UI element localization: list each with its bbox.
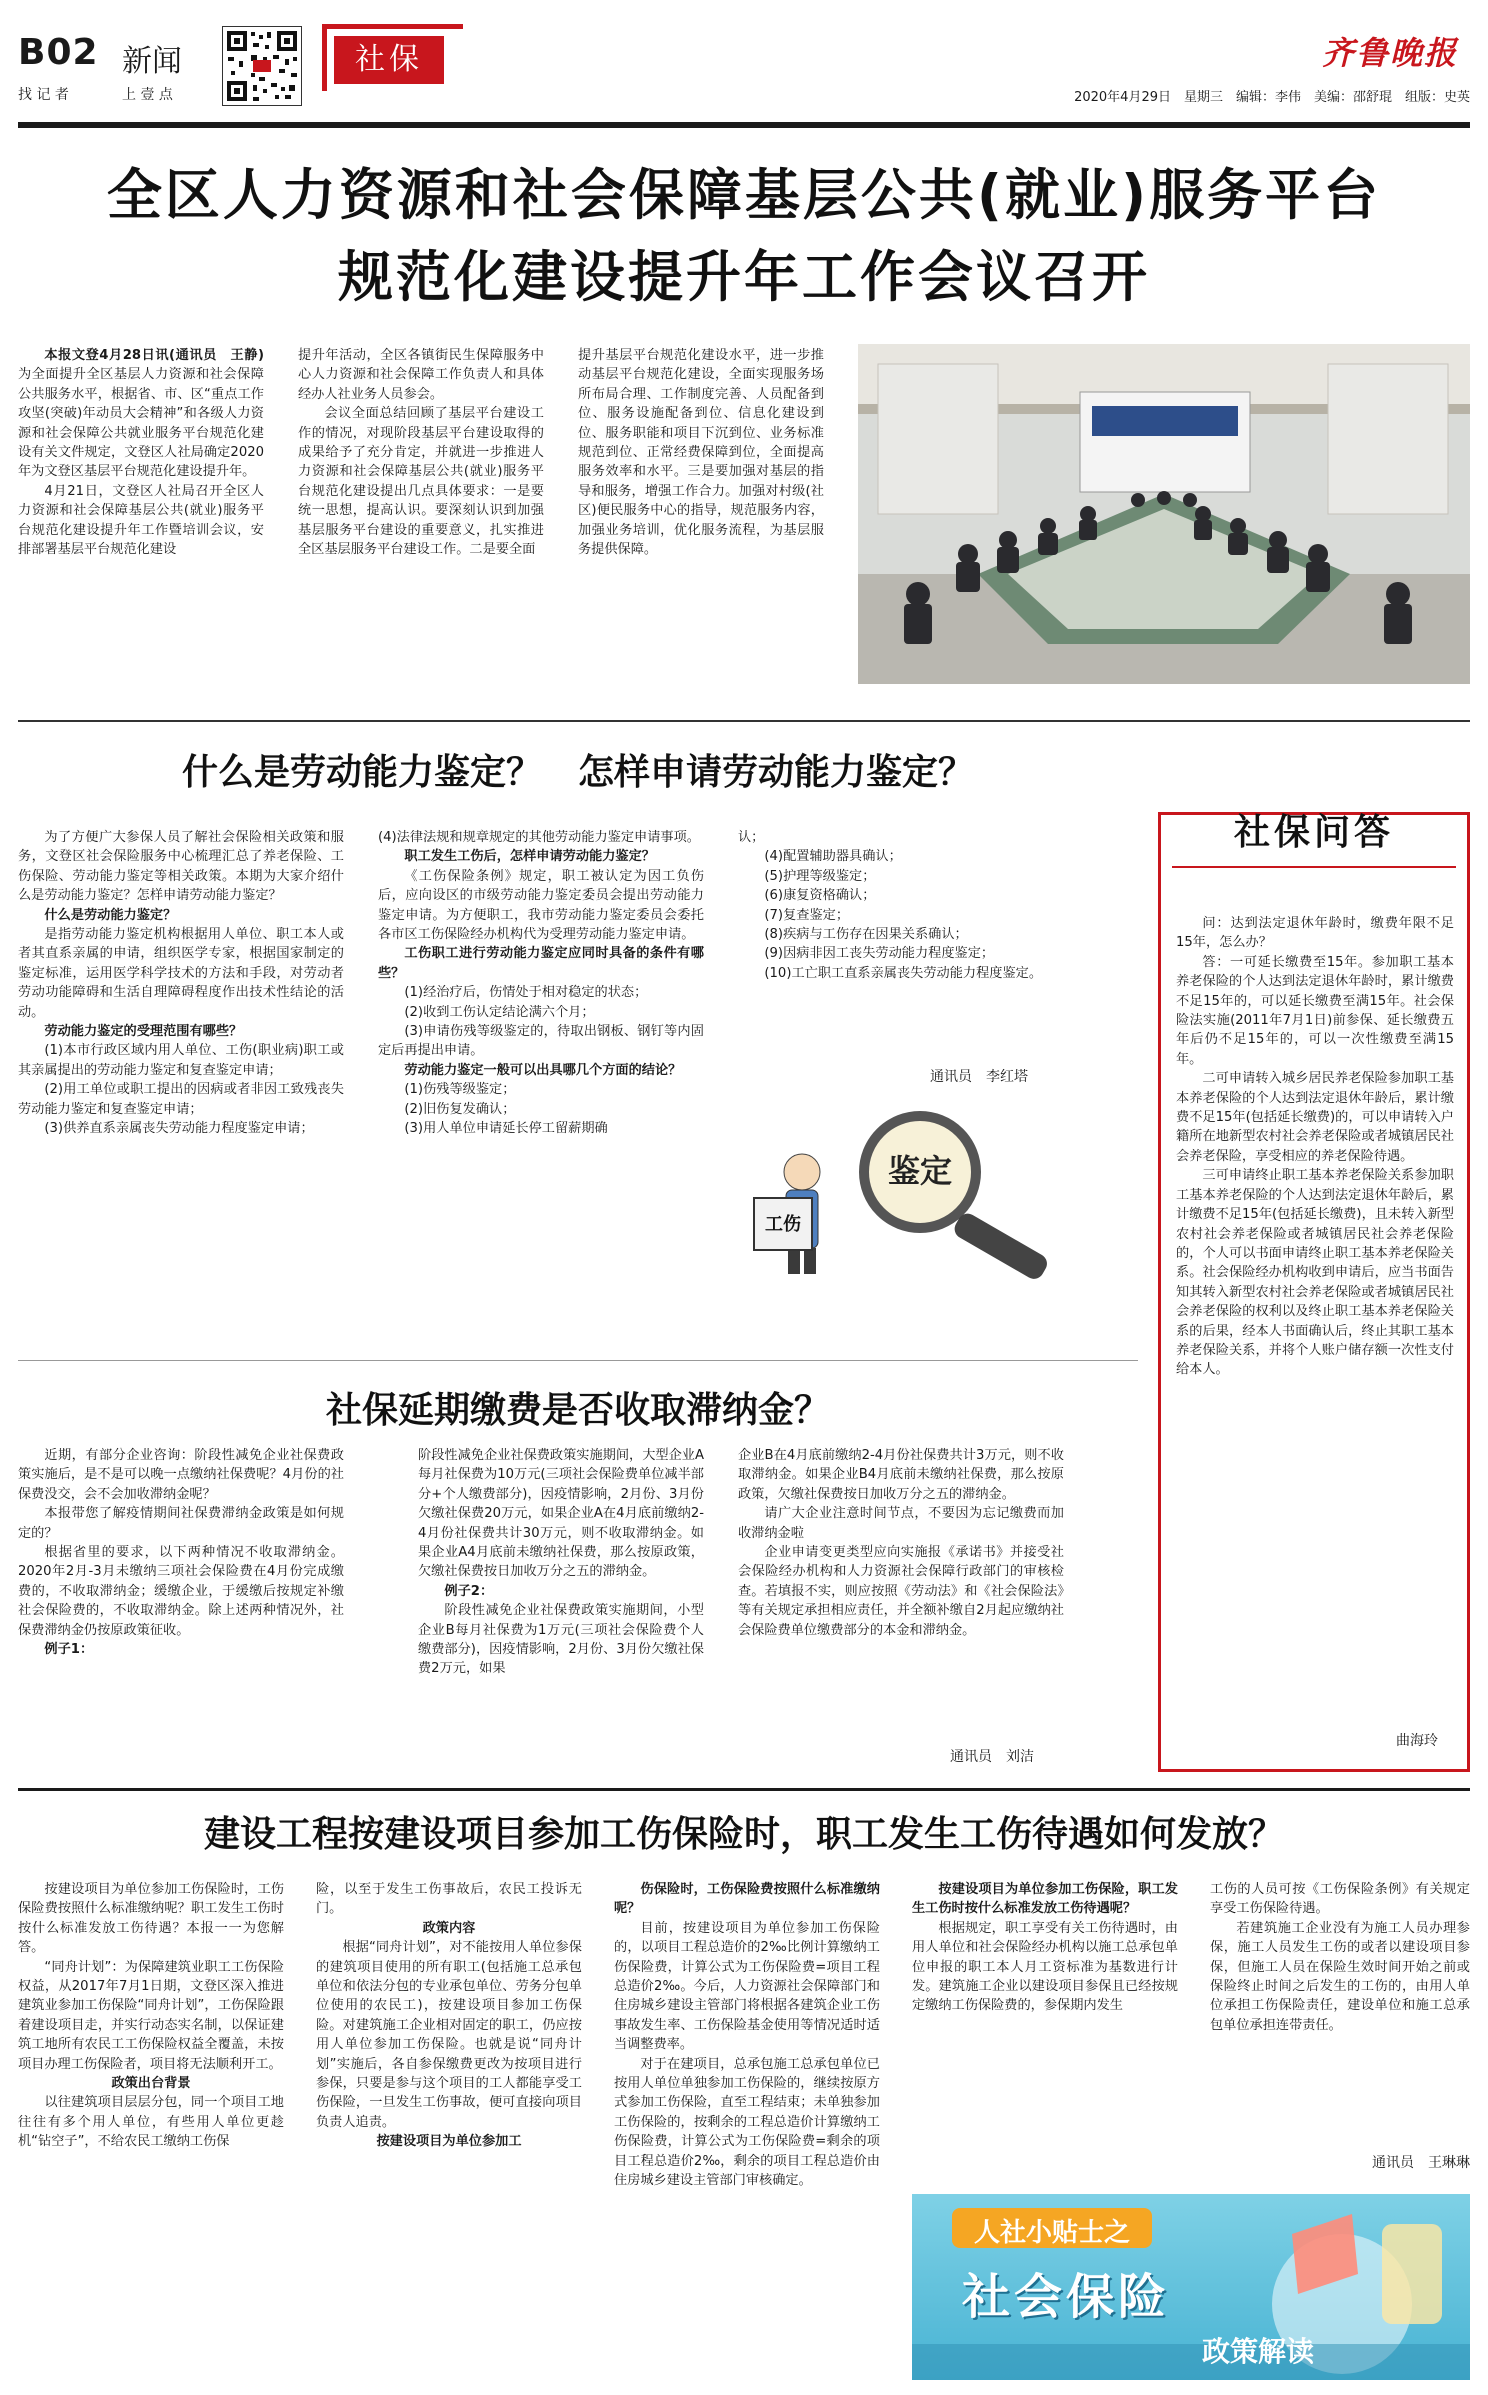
qa-box-title-rule	[1172, 866, 1456, 868]
qa-box-byline: 曲海玲	[1396, 1733, 1438, 1749]
paragraph: 例子2：	[444, 1583, 494, 1599]
article3-bottom-rule	[18, 1788, 1470, 1791]
paragraph: (9)因病非因工丧失劳动能力程度鉴定；	[764, 946, 995, 962]
article1-title-line2: 规范化建设提升年工作会议召开	[337, 245, 1150, 309]
paragraph: (5)护理等级鉴定；	[764, 868, 876, 884]
article4-title: 建设工程按建设项目参加工伤保险时，职工发生工伤待遇如何发放？	[203, 1814, 1284, 1855]
paragraph: 《工伤保险条例》规定，职工被认定为因工负伤后，应向设区的市级劳动能力鉴定委员会提出劳动能力鉴定申请。为方便职工，我市劳动能力鉴定委员会委托各市区工伤保险经办机构代为受理劳动能力鉴定申请。	[378, 868, 704, 943]
slogan-left: 找 记 者	[18, 87, 69, 103]
banner-line-2: 社会保险	[962, 2269, 1171, 2325]
paragraph: 职工发生工伤后，怎样申请劳动能力鉴定？	[404, 849, 655, 865]
article2-column-1	[18, 828, 344, 1348]
paragraph: 什么是劳动能力鉴定？	[44, 907, 177, 923]
article4-column-2	[316, 1880, 582, 2380]
paragraph: (2)收到工伤认定结论满六个月；	[404, 1004, 595, 1020]
paragraph: (4)法律法规和规章规定的其他劳动能力鉴定申请事项。	[378, 830, 700, 845]
article1-col1-text-2: 4月21日，文登区人社局召开全区人力资源和社会保障基层公共(就业)服务平台规范化建设提升年工作暨培训会议，安排部署基层平台规范化建设	[18, 483, 264, 558]
slogan-right: 上 壹 点	[122, 87, 173, 103]
paragraph: 为了方便广大参保人员了解社会保险相关政策和服务，文登区社会保险服务中心梳理汇总了养老保险、工伤保险、劳动能力鉴定等相关政策。本期为大家介绍什么是劳动能力鉴定？怎样申请劳动能力鉴定？	[18, 830, 344, 904]
paragraph: 工伤的人员可按《工伤保险条例》有关规定享受工伤保险待遇。	[1210, 1882, 1470, 1917]
article2-byline: 通讯员 李红塔	[930, 1069, 1028, 1085]
article1-col1-text: 为全面提升全区基层人力资源和社会保障公共服务水平，根据省、市、区“重点工作攻坚(突破)年动员大会精神”和各级人力资源和社会保障公共就业服务平台规范化建设有关文件规定，文登区人社局确定2020年为文登区基层平台规范化建设提升年。	[18, 367, 264, 480]
paragraph: (3)供养直系亲属丧失劳动能力程度鉴定申请；	[44, 1121, 314, 1137]
paragraph: 阶段性减免企业社保费政策实施期间，大型企业A每月社保费为10万元(三项社会保险费单位减半部分+个人缴费部分)，因疫情影响，2月份、3月份欠缴社保费20万元，如果企业A在4月底前缴纳2-4月份社保费共计30万元，则不收取滞纳金。如果企业A4月底前未缴纳社保费，那么按原政策，欠缴社保费按日加收万分之五的滞纳金。	[418, 1448, 704, 1580]
paragraph: 对于在建项目，总承包施工总承包单位已按用人单位单独参加工伤保险的，继续按原方式参加工伤保险，直至工程结束；未单独参加工伤保险的，按剩余的工程总造价计算缴纳工伤保险费，计算公式为工伤保险费=剩余的项目工程总造价2‰，剩余的项目工程总造价由住房城乡建设主管部门审核确定。	[614, 2056, 880, 2189]
paragraph: (1)本市行政区域内用人单位、工伤(职业病)职工或其亲属提出的劳动能力鉴定和复查鉴定申请；	[18, 1043, 344, 1078]
article4-column-3	[614, 1880, 880, 2380]
paragraph: 若建筑施工企业没有为施工人员办理参保，施工人员发生工伤的或者以建设项目参保，但施工人员在保险生效时间开始之前或保险终止时间之后发生的工伤的，由用人单位承担工伤保险责任，建设单位和施工总承包单位承担连带责任。	[1210, 1920, 1470, 2033]
header-rule	[18, 122, 1470, 128]
paragraph: (3)申请伤残等级鉴定的，待取出钢板、钢钉等内固定后再提出申请。	[378, 1024, 704, 1059]
article3-column-3	[738, 1446, 1064, 1736]
illus-label-appraisal: 鉴定	[887, 1152, 953, 1190]
paragraph: 目前，按建设项目为单位参加工伤保险的，以项目工程总造价的2‰比例计算缴纳工伤保险费，计算公式为工伤保险费=项目工程总造价2‰。今后，人力资源社会保障部门和住房城乡建设主管部门将根据各建筑企业工伤事故发生率、工伤保险基金使用等情况适时适当调整费率。	[614, 1920, 880, 2053]
paragraph: (1)经治疗后，伤情处于相对稳定的状态；	[404, 985, 648, 1001]
article1-column-2	[298, 346, 544, 696]
article3-column-2	[418, 1446, 704, 1766]
article3-column-1	[18, 1446, 344, 1766]
qr-code-icon[interactable]	[222, 26, 302, 106]
paragraph: 近期，有部分企业咨询：阶段性减免企业社保费政策实施后，是不是可以晚一点缴纳社保费呢？4月份的社保费没交，会不会加收滞纳金呢？	[18, 1448, 344, 1502]
article2-column-2	[378, 828, 704, 1348]
paragraph: 险，以至于发生工伤事故后，农民工投诉无门。	[316, 1882, 582, 1917]
article3-top-rule	[18, 1360, 1138, 1361]
qa-box-title: 社保问答	[1233, 812, 1394, 853]
paragraph: 认；	[738, 830, 765, 845]
paragraph: 企业B在4月底前缴纳2-4月份社保费共计3万元，则不收取滞纳金。如果企业B4月底前未缴纳社保费，那么按原政策，欠缴社保费按日加收万分之五的滞纳金。	[738, 1448, 1064, 1502]
paragraph: (1)伤残等级鉴定；	[404, 1082, 516, 1098]
paragraph: 根据“同舟计划”，对不能按用人单位参保的建筑项目使用的所有职工(包括施工总承包单位和依法分包的专业承包单位、劳务分包单位使用的农民工)，按建设项目参加工伤保险。对建筑施工企业相对固定的职工，仍应按用人单位参加工伤保险。也就是说“同舟计划”实施后，各自参保缴费更改为按项目进行参保，只要是参与这个项目的工人都能享受工伤保险，一旦发生工伤事故，便可直接向项目负责人追责。	[316, 1940, 582, 2130]
paragraph: 工伤职工进行劳动能力鉴定应同时具备的条件有哪些？	[378, 946, 704, 981]
paragraph: 按建设项目为单位参加工伤保险时，工伤保险费按照什么标准缴纳呢？职工发生工伤时按什么标准发放工伤待遇？本报一一为您解答。	[18, 1882, 284, 1956]
paragraph: “同舟计划”：为保障建筑业职工工伤保险权益，从2017年7月1日期，文登区深入推进建筑业参加工伤保险“同舟计划”，工伤保险跟着建设项目走，并实行动态实名制，以保证建筑工地所有农民工工伤保险权益全覆盖，未按项目办理工伤保险者，项目将无法顺利开工。	[18, 1959, 284, 2072]
banner-line-3: 政策解读	[1202, 2335, 1315, 2368]
article1-col3-text: 提升基层平台规范化建设水平，进一步推动基层平台规范化建设，全面实现服务场所布局合理、工作制度完善、人员配备到位、服务设施配备到位、信息化建设到位、服务职能和项目下沉到位、业务标准规范到位、正常经费保障到位，全面提高服务效率和水平。三是要加强对基层的指导和服务，增强工作合力。加强对村级(社区)便民服务中心的指导，规范服务内容，加强业务培训，优化服务流程，为基层服务提供保障。	[578, 348, 824, 558]
paragraph: 本报带您了解疫情期间社保费滞纳金政策是如何规定的？	[18, 1506, 344, 1541]
date-line: 2020年4月29日 星期三 编辑：李伟 美编：邵舒琨 组版：史英	[1074, 90, 1470, 105]
policy-tips-banner	[912, 2194, 1470, 2380]
paragraph: 企业申请变更类型应向实施报《承诺书》并接受社会保险经办机构和人力资源社会保障行政部门的审核检查。若填报不实，则应按照《劳动法》和《社会保险法》等有关规定承担相应责任，并全额补缴自2月起应缴纳社会保险费单位缴费部分的本金和滞纳金。	[738, 1545, 1064, 1638]
paragraph: 阶段性减免企业社保费政策实施期间，小型企业B每月社保费为1万元(三项社会保险费个人缴费部分)，因疫情影响，2月份、3月份欠缴社保费2万元，如果	[418, 1603, 704, 1677]
paragraph: 根据规定，职工享受有关工伤待遇时，由用人单位和社会保险经办机构以施工总承包单位申报的职工本人月工资标准为基数进行计发。建筑施工企业以建设项目参保且已经按规定缴纳工伤保险费的，参保期内发生	[912, 1920, 1178, 2014]
banner-line-1: 人社小贴士之	[973, 2218, 1130, 2248]
paragraph: 政策出台背景	[111, 2076, 191, 2092]
article1-column-1	[18, 346, 264, 696]
illus-label-injury: 工伤	[765, 1214, 801, 1235]
paragraph: 按建设项目为单位参加工	[376, 2134, 522, 2150]
article4-column-1	[18, 1880, 284, 2380]
article1-col2-text: 提升年活动，全区各镇街民生保障服务中心人力资源和社会保障工作负责人和具体经办人社业务人员参会。	[298, 348, 544, 402]
paragraph: (6)康复资格确认；	[764, 888, 876, 904]
paragraph: 二可申请转入城乡居民养老保险参加职工基本养老保险的个人达到法定退休年龄后，累计缴费不足15年(包括延长缴费)的，可以申请转入户籍所在地新型农村社会养老保险或者城镇居民社会养老保险，享受相应的养老保险待遇。	[1176, 1071, 1454, 1164]
article4-column-5	[1210, 1880, 1470, 2090]
article3-byline: 通讯员 刘洁	[950, 1749, 1034, 1765]
article1-dateline: 本报文登4月28日讯(通讯员 王静)	[44, 348, 264, 363]
paragraph: 劳动能力鉴定一般可以出具哪几个方面的结论？	[404, 1062, 682, 1078]
paragraph: (3)用人单位申请延长停工留薪期确	[404, 1121, 608, 1137]
paragraph: 伤保险时，工伤保险费按照什么标准缴纳呢？	[614, 1882, 880, 1917]
paragraph: 劳动能力鉴定的受理范围有哪些？	[44, 1024, 243, 1040]
article4-column-4	[912, 1880, 1178, 2190]
article3-title: 社保延期缴费是否收取滞纳金？	[325, 1390, 830, 1431]
article4-byline: 通讯员 王琳琳	[1372, 2155, 1470, 2171]
paragraph: 是指劳动能力鉴定机构根据用人单位、职工本人或者其直系亲属的申请，组织医学专家，根据国家制定的鉴定标准，运用医学科学技术的方法和手段，对劳动者劳动功能障碍和生活自理障碍程度作出技术性结论的活动。	[18, 927, 344, 1020]
paragraph: 政策内容	[422, 1920, 476, 1936]
paragraph: 请广大企业注意时间节点，不要因为忘记缴费而加收滞纳金啦	[738, 1506, 1064, 1541]
article1-bottom-rule	[18, 720, 1470, 722]
newspaper-logo: 齐鲁晚报	[1322, 34, 1459, 72]
page-number: B02	[18, 32, 99, 73]
paragraph: 答：一可延长缴费至15年。参加职工基本养老保险的个人达到法定退休年龄时，累计缴费不足15年的，可以延长缴费至满15年。社会保险法实施(2011年7月1日)前参保、延长缴费五年后仍不足15年的，可以一次性缴费至满15年。	[1176, 954, 1454, 1067]
section-tag: 社保	[334, 36, 444, 84]
section-name: 新闻	[122, 44, 182, 79]
article1-column-3	[578, 346, 824, 696]
paragraph: 按建设项目为单位参加工伤保险，职工发生工伤时按什么标准发放工伤待遇呢？	[912, 1882, 1178, 1917]
paragraph: 以往建筑项目层层分包，同一个项目工地往往有多个用人单位，有些用人单位更趁机“钻空子”，不给农民工缴纳工伤保	[18, 2095, 284, 2150]
paragraph: 问：达到法定退休年龄时，缴费年限不足15年，怎么办？	[1176, 916, 1454, 951]
article1-col2-text-2: 会议全面总结回顾了基层平台建设工作的情况，对现阶段基层平台建设取得的成果给予了充分肯定，并就进一步推进人力资源和社会保障基层公共(就业)服务平台规范化建设提出几点具体要求：一是要统一思想，提高认识。要深刻认识到加强基层服务平台建设的重要意义，扎实推进全区基层服务平台建设工作。二是要全面	[298, 406, 544, 558]
article2-column-3	[738, 828, 1078, 1068]
article2-title: 什么是劳动能力鉴定？ 怎样申请劳动能力鉴定？	[181, 752, 974, 793]
paragraph: (4)配置辅助器具确认；	[764, 849, 902, 865]
paragraph: 三可申请终止职工基本养老保险关系参加职工基本养老保险的个人达到法定退休年龄后，累计缴费不足15年(包括延长缴费)，且未转入新型农村社会养老保险或者城镇居民社会养老保险的，个人可以书面申请终止职工基本养老保险关系。社会保险经办机构收到申请后，应当书面告知其转入新型农村社会养老保险或者城镇居民社会养老保险的权利以及终止职工基本养老保险关系的后果，经本人书面确认后，终止其职工基本养老保险关系，并将个人账户储存额一次性支付给本人。	[1176, 1168, 1454, 1378]
paragraph: (2)用工单位或职工提出的因病或者非因工致残丧失劳动能力鉴定和复查鉴定申请；	[18, 1082, 344, 1117]
paragraph: (2)旧伤复发确认；	[404, 1101, 516, 1117]
meeting-photo	[858, 344, 1470, 684]
article1-title-line1: 全区人力资源和社会保障基层公共(就业)服务平台	[106, 163, 1382, 227]
paragraph: (7)复查鉴定；	[764, 907, 850, 923]
work-injury-appraisal-illustration	[740, 1092, 1080, 1282]
paragraph: 例子1：	[44, 1642, 94, 1658]
paragraph: (10)工亡职工直系亲属丧失劳动能力程度鉴定。	[764, 965, 1043, 981]
paragraph: 根据省里的要求，以下两种情况不收取滞纳金。2020年2月-3月未缴纳三项社会保险费在4月份完成缴费的，不收取滞纳金；缓缴企业，于缓缴后按规定补缴社会保险费的，不收取滞纳金。除上述两种情况外，社保费滞纳金仍按原政策征收。	[18, 1545, 344, 1638]
qa-box-body	[1176, 914, 1454, 1734]
paragraph: (8)疾病与工伤存在因果关系确认；	[764, 927, 968, 943]
